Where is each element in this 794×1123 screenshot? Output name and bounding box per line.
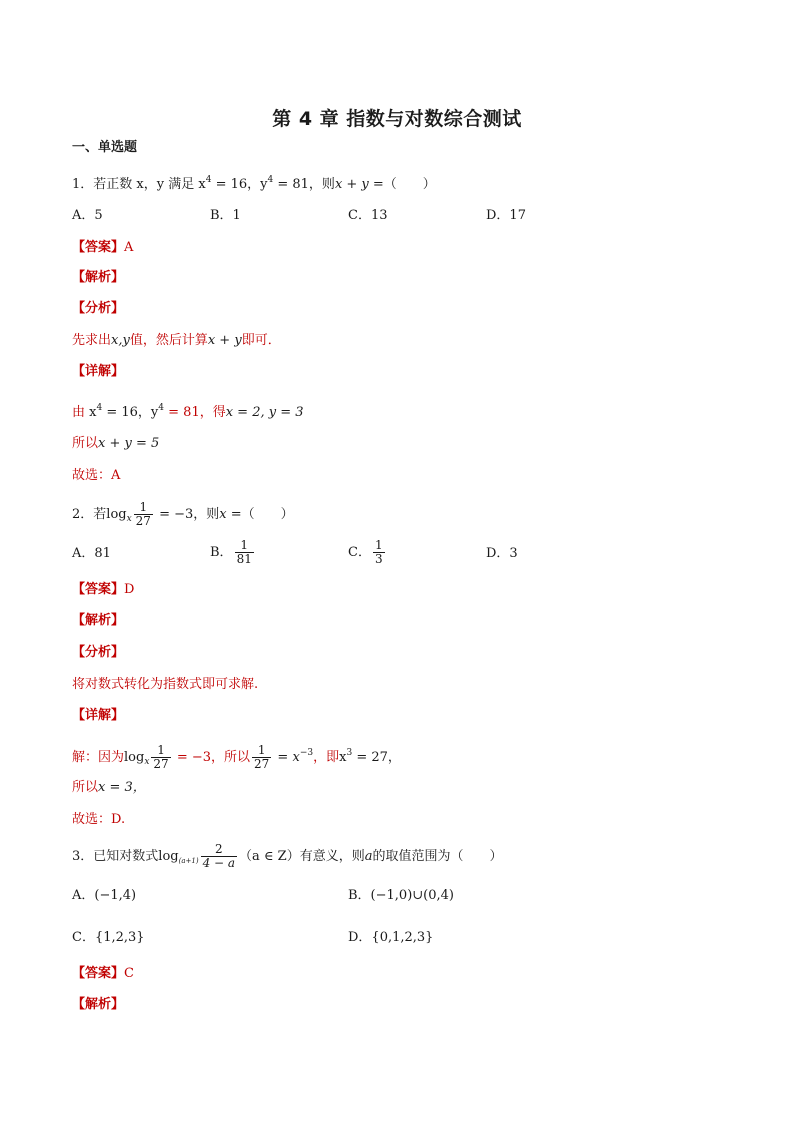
q2-jiexi-label: 【解析】 xyxy=(72,613,125,628)
q2-option-c: C． $\frac{1}{3}$ xyxy=(348,538,383,566)
q1-option-c: C．13 xyxy=(348,208,388,223)
q3-jiexi-label: 【解析】 xyxy=(72,997,125,1012)
q2-answer: 【答案】D xyxy=(72,582,135,597)
q2-analysis: 将对数式转化为指数式即可求解. xyxy=(72,677,259,692)
q1-jiexi-label: 【解析】 xyxy=(72,270,125,285)
q3-option-a: A．(−1,4) xyxy=(72,888,137,903)
q1-xiangjie-label: 【详解】 xyxy=(72,364,125,379)
q2-fenxi-label: 【分析】 xyxy=(72,645,125,660)
q2-stem: 2．若$\log_x$ $\frac{1}{27}$ = −3，则x =（ ） xyxy=(72,500,294,528)
q1-answer: 【答案】A xyxy=(72,240,134,255)
q3-option-c: C．{1,2,3} xyxy=(72,930,145,945)
q1-detail-2: 所以x + y = 5 xyxy=(72,436,160,451)
page-title: 第 4 章 指数与对数综合测试 xyxy=(272,108,522,130)
q2-fraction: $\frac{1}{27}$ xyxy=(135,500,151,528)
q3-stem: 3．已知对数式$\log_{(a+1)}$ $\frac{2}{4 - a}$ （a ∈ Z）有意义，则a的取值范围为（ ） xyxy=(72,842,503,870)
q2-choose: 故选：D. xyxy=(72,812,126,827)
q3-fraction: $\frac{2}{4 - a}$ xyxy=(202,842,236,870)
q1-stem: 1．若正数 x，y 满足 $x^4 = 16$，$y^4 = 81$，则x + y =（ ） xyxy=(72,175,436,192)
q2-detail-2: 所以x = 3， xyxy=(72,780,146,795)
q1-option-d: D．17 xyxy=(486,208,526,223)
q1-choose: 故选：A xyxy=(72,468,121,483)
q2-option-d: D．3 xyxy=(486,546,518,561)
q3-answer: 【答案】C xyxy=(72,966,134,981)
q1-analysis: 先求出x,y值，然后计算x + y即可． xyxy=(72,333,281,348)
q2-option-b: B． $\frac{1}{81}$ xyxy=(210,538,252,566)
q3-option-b: B．(−1,0)∪(0,4) xyxy=(348,888,454,903)
q1-fenxi-label: 【分析】 xyxy=(72,301,125,316)
q2-detail-1: 解：因为$\log_x$ $\frac{1}{27}$ = −3，所以 $\frac{1}{27}$ = $x^{-3}$，即$x^3 = 27$， xyxy=(72,743,401,771)
q2-xiangjie-label: 【详解】 xyxy=(72,708,125,723)
section-heading: 一、单选题 xyxy=(72,140,138,155)
q1-detail-1: 由 $x^4 = 16$，$y^4 = 81$，得x = 2, y = 3 xyxy=(72,403,304,420)
q2-option-a: A．81 xyxy=(72,546,111,561)
q1-option-b: B．1 xyxy=(210,208,241,223)
q3-option-d: D．{0,1,2,3} xyxy=(348,930,434,945)
q1-option-a: A．5 xyxy=(72,208,103,223)
